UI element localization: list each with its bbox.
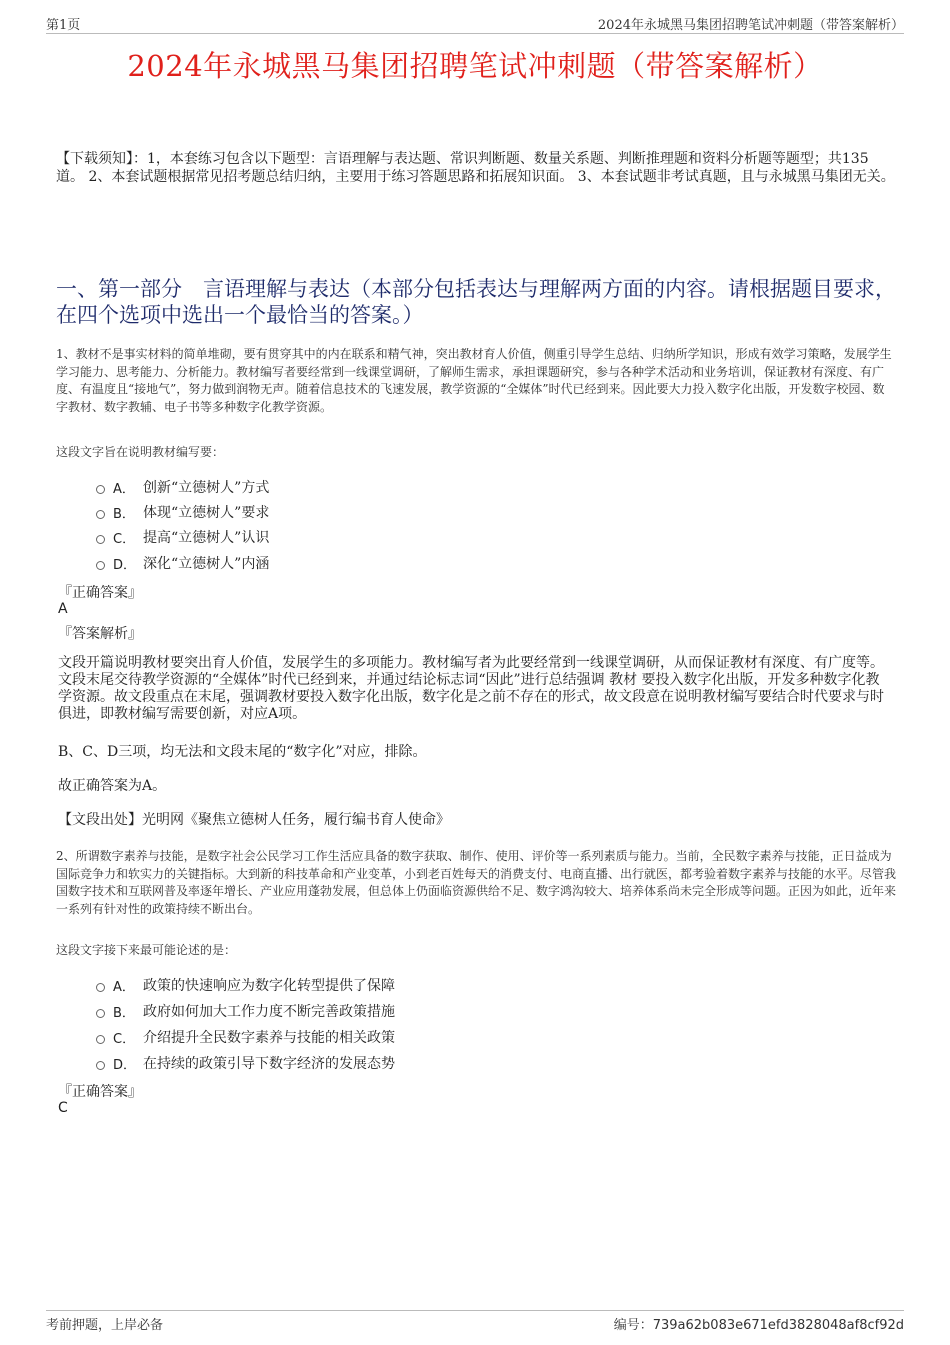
footer-code-label: 编号： — [613, 1318, 653, 1333]
page-number: 第1页 — [46, 18, 81, 33]
question-1-option-a[interactable] — [96, 477, 269, 497]
question-2-answer-label: 『正确答案』 — [58, 1084, 142, 1100]
option-text: 介绍提升全民数字素养与技能的相关政策 — [143, 1030, 395, 1046]
question-2-prompt: 这段文字接下来最可能论述的是： — [56, 943, 237, 957]
option-text: 政策的快速响应为数字化转型提供了保障 — [143, 978, 395, 994]
question-1-option-d[interactable] — [96, 553, 269, 573]
footer-divider — [46, 1310, 904, 1311]
option-text: 政府如何加大工作力度不断完善政策措施 — [143, 1004, 395, 1020]
question-1-conclusion: 故正确答案为A。 — [58, 778, 167, 794]
radio-icon[interactable] — [96, 510, 105, 519]
option-letter: C． — [113, 531, 136, 547]
header-doc-title: 2024年永城黑马集团招聘笔试冲刺题（带答案解析） — [597, 18, 904, 33]
footer-code — [614, 1314, 904, 1333]
footer-slogan: 考前押题，上岸必备 — [46, 1318, 164, 1333]
question-1-prompt: 这段文字旨在说明教材编写要： — [56, 445, 225, 459]
question-2-answer: C — [58, 1100, 68, 1116]
question-2-option-b[interactable] — [96, 1001, 395, 1021]
download-notice: 【下载须知】：1，本套练习包含以下题型：言语理解与表达题、常识判断题、数量关系题、判断推理题和资料分析题等题型；共135道。 2、本套试题根据常见招考题总结归纳，主要用于练习答题思路和拓展知识面。 3、本套试题非考试真题，且与永城黑马集团无关。 — [56, 151, 895, 185]
radio-icon[interactable] — [96, 535, 105, 544]
option-text: 创新“立德树人”方式 — [143, 480, 270, 496]
option-text: 深化“立德树人”内涵 — [143, 556, 270, 572]
option-text: 体现“立德树人”要求 — [143, 505, 270, 521]
radio-icon[interactable] — [96, 1035, 105, 1044]
question-1-text: 1、教材不是事实材料的简单堆砌，要有贯穿其中的内在联系和精气神，突出教材育人价值，侧重引导学生总结、归纳所学知识，形成有效学习策略，发展学生学习能力、思考能力、分析能力。教材编写者要经常到一线课堂调研，了解师生需求，承担课题研究，参与各种学术活动和业务培训，保证教材有深度、有广度、有温度且“接地气”，努力做到润物无声。随着信息技术的飞速发展，教学资源的“全媒体”时代已经到来。因此要大力投入数字化出版，开发数字校园、数字教材、数字教辅、电子书等多种数字化教学资源。 — [56, 347, 892, 414]
question-2-option-a[interactable] — [96, 975, 395, 995]
question-1-analysis-label: 『答案解析』 — [58, 626, 142, 642]
option-text: 提高“立德树人”认识 — [143, 530, 270, 546]
option-letter: C． — [113, 1031, 136, 1047]
section-heading: 一、第一部分 言语理解与表达（本部分包括表达与理解两方面的内容。请根据题目要求，在四个选项中选出一个最恰当的答案。） — [56, 277, 896, 327]
question-1-analysis: 文段开篇说明教材要突出育人价值，发展学生的多项能力。教材编写者为此要经常到一线课堂调研，从而保证教材有深度、有广度等。文段末尾交待教学资源的“全媒体”时代已经到来，并通过结论标志词“因此”进行总结强调 教材 要投入数字化出版，开发多种数字化教学资源。故文段重点在末尾，强调教材要投入数字化出版，数字化是之前不存在的形式，故文段意在说明教材编写要结合时代要求与时俱进，即教材编写需要创新，对应A项。 — [58, 655, 884, 722]
question-1-answer: A — [58, 601, 68, 617]
question-1-source: 【文段出处】光明网《聚焦立德树人任务，履行编书育人使命》 — [58, 812, 450, 828]
option-letter: A． — [113, 979, 135, 995]
option-letter: B． — [113, 1005, 135, 1021]
question-2-option-d[interactable] — [96, 1053, 395, 1073]
question-1-answer-label: 『正确答案』 — [58, 585, 142, 601]
radio-icon[interactable] — [96, 1009, 105, 1018]
option-letter: D． — [113, 557, 137, 573]
option-text: 在持续的政策引导下数字经济的发展态势 — [143, 1056, 395, 1072]
option-letter: A． — [113, 481, 135, 497]
radio-icon[interactable] — [96, 983, 105, 992]
question-2-text: 2、所谓数字素养与技能，是数字社会公民学习工作生活应具备的数字获取、制作、使用、评价等一系列素质与能力。当前，全民数字素养与技能，正日益成为国际竞争力和软实力的关键指标。大到新的科技革命和产业变革，小到老百姓每天的消费支付、电商直播、出行就医，都考验着数字素养与技能的水平。尽管我国数字技术和互联网普及率逐年增长、产业应用蓬勃发展，但总体上仍面临资源供给不足、数字鸿沟较大、培养体系尚未完全形成等问题。正因为如此，近年来一系列有针对性的政策持续不断出台。 — [56, 849, 897, 916]
radio-icon[interactable] — [96, 561, 105, 570]
option-letter: D． — [113, 1057, 137, 1073]
question-1-option-b[interactable] — [96, 502, 269, 522]
option-letter: B． — [113, 506, 135, 522]
question-1-exclusion: B、C、D三项，均无法和文段末尾的“数字化”对应，排除。 — [58, 744, 427, 760]
question-1-option-c[interactable] — [96, 527, 269, 547]
header-divider — [46, 33, 904, 34]
radio-icon[interactable] — [96, 1061, 105, 1070]
page-title: 2024年永城黑马集团招聘笔试冲刺题（带答案解析） — [127, 49, 823, 83]
question-2-option-c[interactable] — [96, 1027, 395, 1047]
footer-code-value: 739a62b083e671efd3828048af8cf92d — [652, 1318, 904, 1333]
radio-icon[interactable] — [96, 485, 105, 494]
